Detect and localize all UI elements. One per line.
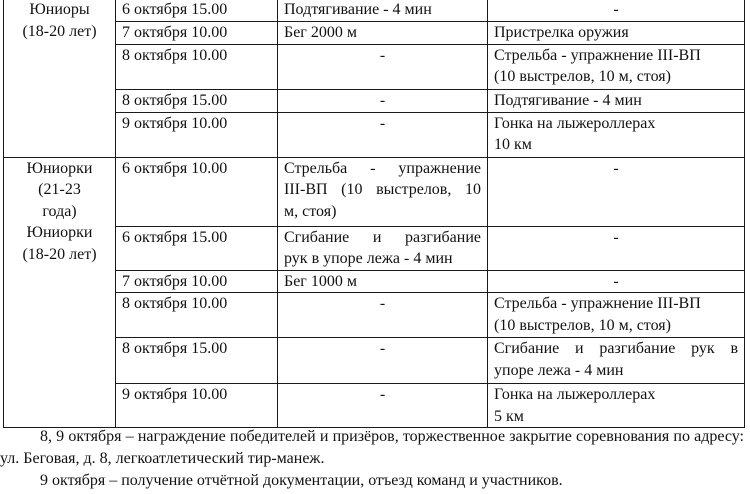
- physical-event-cell: Стрельба - упражнение III-ВП (10 выстрелов, 10 м, стоя): [278, 157, 488, 226]
- physical-event-cell: -: [278, 384, 488, 428]
- competition-schedule-table: [3, 0, 745, 428]
- table-row: [4, 89, 745, 112]
- special-event-cell: Пристрелка оружия: [488, 22, 745, 45]
- datetime-cell: 9 октября 10.00: [116, 384, 278, 428]
- awards-ceremony-note: 8, 9 октября – награждение победителей и призёров, торжественное закрытие соревнования по адресу: ул. Беговая, д. 8, легкоатлетический тир-манеж.: [0, 428, 744, 467]
- special-event-cell: Сгибание и разгибание рук в упоре лежа - 4 мин: [488, 338, 745, 384]
- table-row: [4, 293, 745, 338]
- physical-event-cell: -: [278, 112, 488, 157]
- group-cell-juniors-men: [4, 0, 116, 157]
- group-label: Юниорки: [26, 159, 93, 177]
- datetime-cell: 9 октября 10.00: [116, 112, 278, 157]
- table-row: [4, 0, 745, 22]
- group-age: (18-20 лет): [22, 245, 97, 263]
- special-event-cell: Стрельба - упражнение III-ВП (10 выстрелов, 10 м, стоя): [488, 44, 745, 89]
- physical-event-cell: -: [278, 338, 488, 384]
- table-row: [4, 270, 745, 293]
- datetime-cell: 8 октября 10.00: [116, 44, 278, 89]
- special-event-cell: Гонка на лыжероллерах 10 км: [488, 112, 745, 157]
- special-event-cell: -: [488, 157, 745, 226]
- physical-event-cell: Сгибание и разгибание рук в упоре лежа - 4 мин: [278, 226, 488, 270]
- datetime-cell: 8 октября 15.00: [116, 338, 278, 384]
- datetime-cell: 7 октября 10.00: [116, 270, 278, 293]
- physical-event-cell: -: [278, 44, 488, 89]
- special-event-cell: -: [488, 226, 745, 270]
- group-age: года): [42, 202, 77, 220]
- special-event-cell: Гонка на лыжероллерах 5 км: [488, 384, 745, 428]
- datetime-cell: 6 октября 15.00: [116, 0, 278, 22]
- table-row: [4, 226, 745, 270]
- table-row: [4, 22, 745, 45]
- group-age: (18-20 лет): [22, 22, 97, 40]
- physical-event-cell: Бег 1000 м: [278, 270, 488, 293]
- table-row: [4, 44, 745, 89]
- special-event-cell: -: [488, 270, 745, 293]
- physical-event-cell: -: [278, 89, 488, 112]
- physical-event-cell: -: [278, 293, 488, 338]
- special-event-cell: Стрельба - упражнение III-ВП (10 выстрелов, 10 м, стоя): [488, 293, 745, 338]
- table-row: [4, 384, 745, 428]
- group-age: (21-23: [38, 181, 81, 198]
- special-event-cell: -: [488, 0, 745, 22]
- departure-note: 9 октября – получение отчётной документации, отъезд команд и участников.: [40, 472, 563, 489]
- table-row: [4, 112, 745, 157]
- physical-event-cell: Подтягивание - 4 мин: [278, 0, 488, 22]
- physical-event-cell: Бег 2000 м: [278, 22, 488, 45]
- datetime-cell: 7 октября 10.00: [116, 22, 278, 45]
- table-row: [4, 338, 745, 384]
- datetime-cell: 8 октября 15.00: [116, 89, 278, 112]
- datetime-cell: 8 октября 10.00: [116, 293, 278, 338]
- group-label: Юниорки: [26, 224, 93, 241]
- datetime-cell: 6 октября 10.00: [116, 157, 278, 226]
- group-label: Юниоры: [29, 1, 90, 18]
- special-event-cell: Подтягивание - 4 мин: [488, 89, 745, 112]
- group-cell-juniors-women: [4, 157, 116, 428]
- table-row: [4, 157, 745, 226]
- schedule-notes: [0, 426, 744, 492]
- datetime-cell: 6 октября 15.00: [116, 226, 278, 270]
